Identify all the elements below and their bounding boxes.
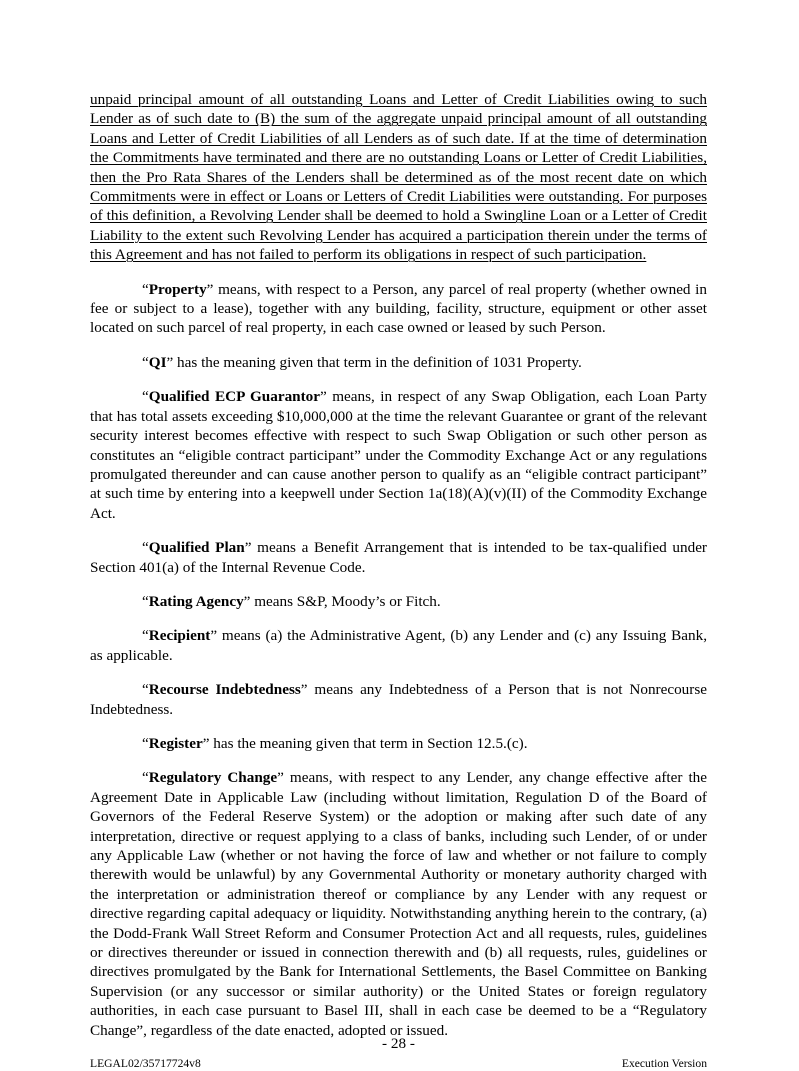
paragraph-definition-regulatory-change: “Regulatory Change” means, with respect to any Lender, any change effective after the Agreement Date in Applicable Law (including without limitation, Regulation D of the Board of Governors of the Federal Reserve System) or the adoption or making after such date of any interpretation, directive or request applying to a class of banks, including such Lender, of or under any Applicable Law (whether or not having the force of law and whether or not failure to comply therewith would be unlawful) by any Governmental Authority or monetary authority charged with the interpretation or administration thereof or compliance by any Lender with any request or directive regarding capital adequacy or liquidity. Notwithstanding anything herein to the contrary, (a) the Dodd-Frank Wall Street Reform and Consumer Protection Act and all requests, rules, guidelines or directives thereunder or issued in connection therewith and (b) all requests, rules, guidelines or directives promulgated by the Bank for International Settlements, the Basel Committee on Banking Supervision (or any successor or similar authority) or the United States or foreign regulatory authorities, in each case pursuant to Basel III, shall in each case be deemed to be a “Regulatory Change”, regardless of the date enacted, adopted or issued.: [90, 769, 708, 1039]
paragraph-definition-qi: “QI” has the meaning given that term in the definition of 1031 Property.: [142, 353, 582, 371]
footer-version-label: Execution Version: [621, 1057, 707, 1070]
paragraph-definition-qualified-plan: “Qualified Plan” means a Benefit Arrangement that is intended to be tax-qualified under Section 401(a) of the Internal Revenue Code.: [90, 539, 707, 576]
paragraph-definition-recipient: “Recipient” means (a) the Administrative Agent, (b) any Lender and (c) any Issuing Bank, as applicable.: [90, 627, 707, 664]
paragraph-definition-rating-agency: “Rating Agency” means S&P, Moody’s or Fitch.: [142, 592, 441, 610]
footer-row: [90, 1056, 707, 1071]
defined-term: Regulatory Change: [148, 769, 278, 787]
paragraph-definition-property: “Property” means, with respect to a Person, any parcel of real property (whether owned in fee or subject to a lease), together with any building, facility, structure, equipment or other asset located on such parcel of real property, in each case owned or leased by such Person.: [90, 280, 707, 337]
paragraph-definition-register: “Register” has the meaning given that term in Section 12.5.(c).: [142, 734, 528, 752]
paragraph-definition-qualified-ecp-guarantor: “Qualified ECP Guarantor” means, in respect of any Swap Obligation, each Loan Party that has total assets exceeding $10,000,000 at the time the relevant Guarantee or grant of the relevant security interest becomes effective with respect to such Swap Obligation or such other person as constitutes an “eligible contract participant” under the Commodity Exchange Act or any regulations promulgated thereunder and can cause another person to qualify as an “eligible contract participant” at such time by entering into a keepwell under Section 1a(18)(A)(v)(II) of the Commodity Exchange Act.: [90, 388, 708, 522]
defined-term: Qualified ECP Guarantor: [148, 388, 321, 406]
defined-term: Property: [148, 280, 207, 298]
defined-term: Register: [148, 734, 203, 752]
page-number: - 28 -: [382, 1035, 415, 1052]
footer-document-id: LEGAL02/35717724v8: [90, 1057, 201, 1070]
defined-term: Rating Agency: [148, 592, 244, 610]
defined-term: QI: [148, 353, 167, 371]
defined-term: Qualified Plan: [148, 539, 245, 557]
paragraph-definition-recourse-indebtedness: “Recourse Indebtedness” means any Indebtedness of a Person that is not Nonrecourse Indebtedness.: [90, 681, 707, 718]
page-body-text: [90, 90, 707, 1055]
defined-term: Recipient: [148, 627, 211, 645]
defined-term: Recourse Indebtedness: [148, 681, 301, 699]
paragraph-pro-rata-share-continuation: unpaid principal amount of all outstanding Loans and Letter of Credit Liabilities owing to such Lender as of such date to (B) the sum of the aggregate unpaid principal amount of all outstanding Loans and Letter of Credit Liabilities of all Lenders as of such date. If at the time of determination the Commitments have terminated and there are no outstanding Loans or Letter of Credit Liabilities, then the Pro Rata Shares of the Lenders shall be determined as of the most recent date on which Commitments were in effect or Loans or Letters of Credit Liabilities were outstanding. For purposes of this definition, a Revolving Lender shall be deemed to hold a Swingline Loan or a Letter of Credit Liability to the extent such Revolving Lender has acquired a participation therein under the terms of this Agreement and has not failed to perform its obligations in respect of such participation.: [90, 91, 707, 264]
